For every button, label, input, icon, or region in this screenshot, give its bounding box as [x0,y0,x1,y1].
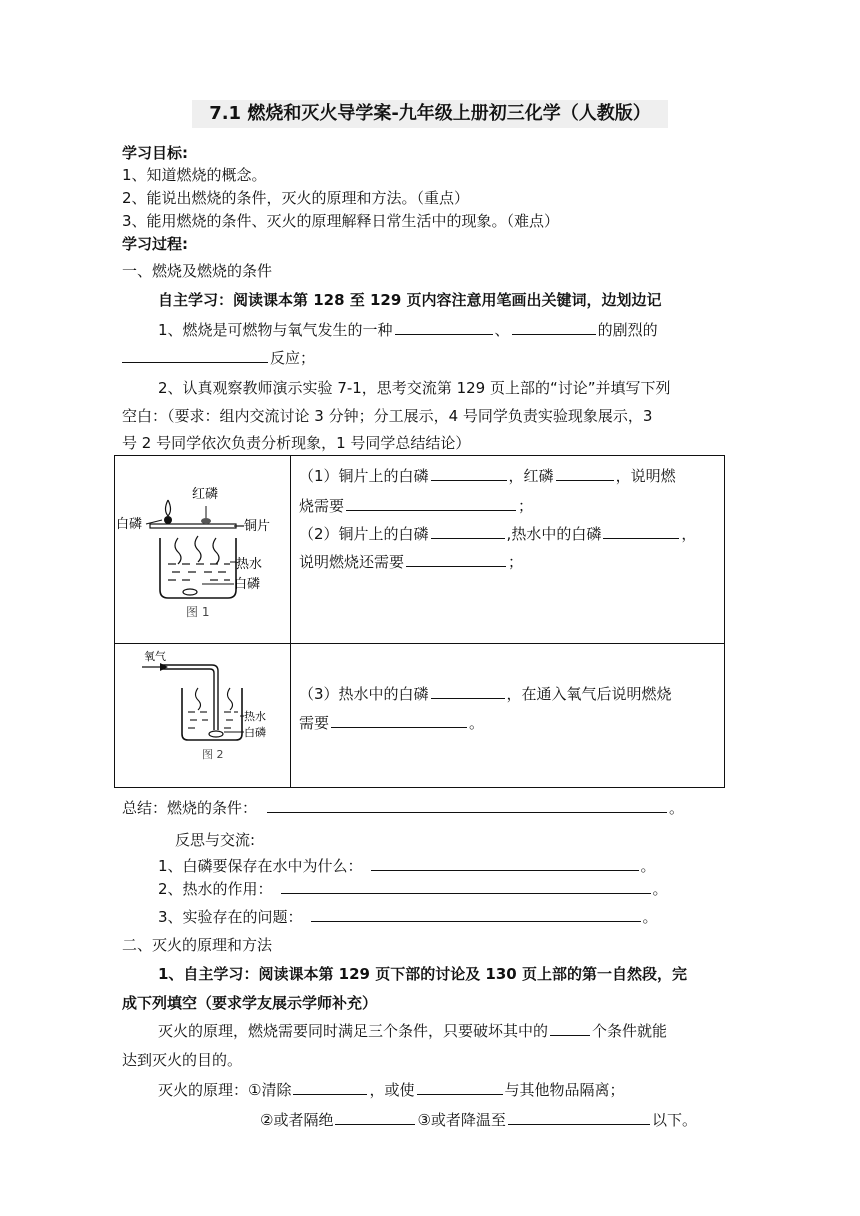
fig1-caption: 图 1 [186,605,210,619]
circled-number: ③ [417,1111,431,1129]
objectives-heading: 学习目标: [122,144,188,162]
fig1-label-white-phosphorus: 白磷 [116,517,143,532]
section1-self-study: 自主学习：阅读课本第 128 至 129 页内容注意用笔画出关键词，边划边记 [158,291,662,309]
blank[interactable] [281,879,651,894]
blank[interactable] [293,1080,367,1095]
row3-line1: （3）热水中的白磷 ，在通入氧气后说明燃烧 [299,685,672,703]
objective-item: 2、能说出燃烧的条件，灭火的原理和方法。（重点） [122,189,470,207]
figure-1-diagram [116,480,286,620]
blank[interactable] [267,798,667,813]
fig2-label-oxygen: 氧气 [144,650,166,663]
blank[interactable] [431,684,505,699]
blank[interactable] [335,1110,415,1125]
circled-number: ① [248,1081,262,1099]
blank[interactable] [311,907,641,922]
fig2-label-white-phosphorus: 白磷 [244,726,266,739]
question-2-cont: 号 2 号同学依次负责分析现象，1 号同学总结结论） [122,434,471,452]
row2-line1: （2）铜片上的白磷 ,热水中的白磷 ， [299,525,697,543]
circled-number: ② [260,1111,274,1129]
summary: 总结：燃烧的条件： 。 [122,799,685,817]
section2-self-study-cont: 成下列填空（要求学友展示学师补充） [122,994,378,1012]
row3-line2: 需要 。 [299,714,485,732]
question-1: 1、燃烧是可燃物与氧气发生的一种 、 的剧烈的 [158,321,658,339]
objective-item: 1、知道燃烧的概念。 [122,166,267,184]
blank[interactable] [603,524,679,539]
blank[interactable] [508,1110,650,1125]
fig2-caption: 图 2 [202,748,224,761]
fig2-label-hot-water: 热水 [244,710,266,723]
blank[interactable] [431,466,507,481]
row1-line1: （1）铜片上的白磷 ，红磷 ，说明燃 [299,467,676,485]
blank[interactable] [395,320,493,335]
table-divider [290,455,291,787]
question-2-cont: 空白：（要求：组内交流讨论 3 分钟；分工展示，4 号同学负责实验现象展示，3 [122,407,653,425]
blank[interactable] [331,713,467,728]
fig1-label-white-phosphorus-water: 白磷 [234,577,261,592]
principle-line-2: ②或者隔绝 ③或者降温至 以下。 [260,1111,697,1129]
blank[interactable] [406,552,506,567]
principle-line-1: 灭火的原理：①清除 ，或使 与其他物品隔离； [158,1081,625,1099]
reflection-item: 2、热水的作用： 。 [158,880,668,898]
page-title: 7.1 燃烧和灭火导学案-九年级上册初三化学（人教版） [192,100,668,128]
section2-heading: 二、灭火的原理和方法 [122,936,273,954]
table-divider [114,643,724,644]
blank[interactable] [556,466,614,481]
fig1-label-red-phosphorus: 红磷 [192,487,219,502]
blank[interactable] [417,1080,503,1095]
objective-item: 3、能用燃烧的条件、灭火的原理解释日常生活中的现象。（难点） [122,212,560,230]
blank[interactable] [550,1021,590,1036]
blank[interactable] [431,524,505,539]
row1-line2: 烧需要 ； [299,497,534,515]
blank[interactable] [346,496,516,511]
section2-self-study: 1、自主学习：阅读课本第 129 页下部的讨论及 130 页上部的第一自然段，完 [158,965,687,983]
blank[interactable] [371,856,639,871]
fig1-label-hot-water: 热水 [236,557,263,572]
section1-heading: 一、燃烧及燃烧的条件 [122,262,273,280]
figure-2-diagram [140,650,280,765]
blank[interactable] [512,320,596,335]
reflection-item: 3、实验存在的问题： 。 [158,908,658,926]
question-1-cont: 反应； [122,347,315,368]
row2-line2: 说明燃烧还需要 ； [299,553,524,571]
reflection-heading: 反思与交流: [175,831,256,849]
reflection-item: 1、白磷要保存在水中为什么： 。 [158,857,656,875]
fig1-label-copper: 铜片 [244,519,271,534]
principle-paragraph: 灭火的原理，燃烧需要同时满足三个条件，只要破坏其中的 个条件就能 [158,1022,668,1040]
question-2: 2、认真观察教师演示实验 7-1，思考交流第 129 页上部的“讨论”并填写下列 [158,379,671,397]
blank[interactable] [122,348,268,363]
principle-paragraph-cont: 达到灭火的目的。 [122,1051,243,1069]
process-heading: 学习过程: [122,235,188,253]
